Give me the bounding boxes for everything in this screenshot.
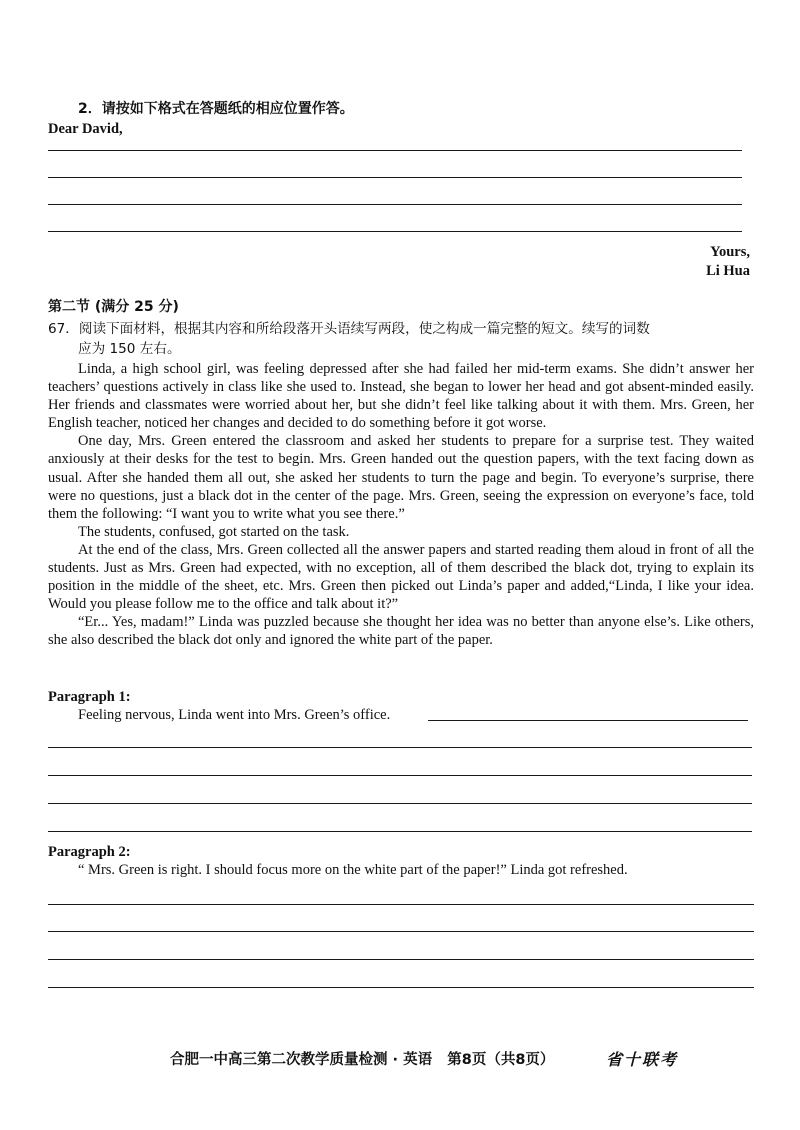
question-instruction-line1: 67．阅读下面材料，根据其内容和所给段落开头语续写两段，使之构成一篇完整的短文。续写的词数 (48, 321, 650, 337)
answer-line (48, 931, 754, 932)
answer-line (48, 831, 752, 832)
answer-line (48, 959, 754, 960)
question-instruction-line2: 应为 150 左右。 (78, 341, 181, 357)
answer-line (48, 150, 742, 151)
passage-paragraph: Linda, a high school girl, was feeling depressed after she had failed her mid-term exams. She didn’t answer her teachers’ questions actively in class like she used to. Instead, she began to lower her head and got absent-minded easily. Her friends and classmates were worried about her, but she didn’t feel like talking about it with them. Mrs. Green, her English teacher, noticed her changes and decided to do something before it got worse. (48, 361, 754, 432)
passage-paragraph: “Er... Yes, madam!” Linda was puzzled because she thought her idea was no better than anyone else’s. Like others, she also described the black dot only and ignored the white part of the paper. (48, 614, 754, 649)
writing-instruction: 2．请按如下格式在答题纸的相应位置作答。 (78, 101, 354, 117)
answer-line (48, 747, 752, 748)
letter-signature: Li Hua (706, 263, 750, 279)
passage-paragraph: At the end of the class, Mrs. Green collected all the answer papers and started reading them aloud in front of all the students. Just as Mrs. Green had expected, with no exception, all of them described the black dot, trying to explain its position in the middle of the sheet, etc. Mrs. Green then picked out Linda’s paper and added,“Linda, I like your idea. Would you please follow me to the office and talk about it?” (48, 541, 754, 613)
paragraph1-opening: Feeling nervous, Linda went into Mrs. Green’s office. (78, 707, 391, 723)
answer-line (48, 204, 742, 205)
paragraph2-label: Paragraph 2: (48, 844, 131, 860)
paragraph2-opening: “ Mrs. Green is right. I should focus more on the white part of the paper!” Linda got refreshed. (78, 862, 628, 878)
page-footer: 合肥一中高三第二次教学质量检测 · 英语 第8页（共8页） (170, 1052, 555, 1068)
passage-paragraph: One day, Mrs. Green entered the classroom and asked her students to prepare for a surprise test. They waited anxiously at their desks for the test to begin. Mrs. Green handed out the question papers, with the text facing down as usual. After she handed them all out, she asked her students to turn the page and begin. To everyone’s surprise, there were no questions, just a black dot in the center of the page. Mrs. Green, seeing the expression on everyone’s face, told them the following: “I want you to write what you see there.” (48, 433, 754, 522)
section-heading: 第二节 (满分 25 分) (48, 299, 179, 315)
passage-paragraph: The students, confused, got started on the task. (78, 523, 350, 540)
answer-line (48, 904, 754, 905)
answer-line (48, 775, 752, 776)
reading-passage (48, 360, 754, 650)
answer-line (48, 803, 752, 804)
answer-line (48, 987, 754, 988)
letter-greeting: Dear David, (48, 121, 123, 137)
answer-line (428, 720, 748, 721)
exam-stamp: 省十联考 (606, 1050, 679, 1069)
answer-line (48, 177, 742, 178)
answer-line (48, 231, 742, 232)
letter-closing: Yours, (710, 244, 750, 260)
paragraph1-label: Paragraph 1: (48, 689, 131, 705)
